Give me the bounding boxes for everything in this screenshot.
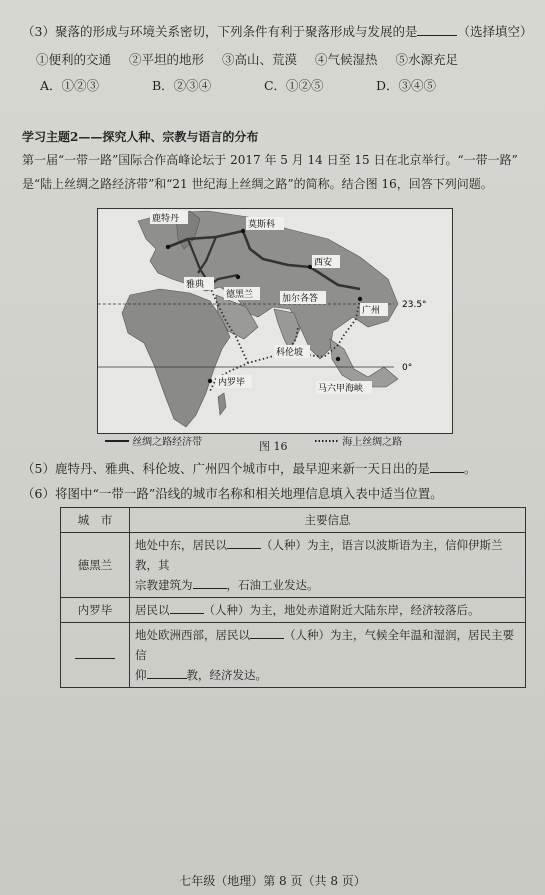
answer-blank[interactable] [170,602,204,614]
solid-line-icon [105,437,129,445]
legend-land-label: 丝绸之路经济带 [132,437,203,448]
label-equator: 0° [402,363,413,373]
q3-stem [22,22,533,40]
answer-blank[interactable] [227,537,261,549]
condition-2: ②平坦的地形 [129,52,205,67]
info-text: 宗教建筑为 [135,578,193,592]
topic2-heading: 学习主题2——探究人种、宗教与语言的分布 [22,130,259,144]
answer-blank[interactable] [147,667,187,679]
label-kolkata: 加尔各答 [282,294,319,304]
info-text: （人种）为主，地处赤道附近大陆东岸，经济较落后。 [203,603,480,617]
info-text: 仰 [135,668,147,682]
q3-stem-tail: （选择填空） [457,24,533,39]
page-footer: 七年级（地理）第 8 页（共 8 页） [179,874,366,888]
info-text: 地处欧洲西部，居民以 [135,628,250,642]
answer-blank[interactable] [417,24,457,36]
info-cell [130,533,526,598]
info-text: 地处中东，居民以 [135,538,227,552]
label-tropic: 23.5° [402,300,427,310]
belt-road-map [97,208,453,434]
header-city: 城 市 [61,508,130,533]
q3-stem-text: （3）聚落的形成与环境关系密切，下列条件有利于聚落形成与发展的是 [22,24,418,39]
label-colombo: 科伦坡 [276,348,304,358]
choice-c[interactable]: C．①②⑤ [263,78,324,93]
label-guangzhou: 广州 [362,306,381,316]
label-moscow: 莫斯科 [248,220,276,230]
label-nairobi: 内罗毕 [218,378,246,388]
city-cell: 德黑兰 [61,533,130,598]
q5-text: （5）鹿特丹、雅典、科伦坡、广州四个城市中，最早迎来新一天日出的是 [22,461,430,476]
info-text: 教，经济发达。 [186,668,267,682]
answer-blank[interactable] [250,627,284,639]
table-header-row [61,508,526,533]
q5 [22,459,533,477]
answer-blank[interactable] [430,461,464,473]
info-text: （人种）为主，语言以波斯语为主，信仰伊斯兰教，其 [135,538,503,572]
header-info: 主要信息 [130,508,526,533]
city-cell: 内罗毕 [61,598,130,623]
info-text: 居民以 [135,603,170,617]
q3-choices [40,76,533,94]
table-row [61,623,526,688]
info-text: （人种）为主，气候全年温和湿润，居民主要信 [135,628,514,662]
figure-16-caption: 图 16 [259,440,288,453]
table-row [61,598,526,623]
choice-d[interactable]: D．③④⑤ [375,78,436,93]
answer-blank[interactable] [75,647,115,659]
choice-a[interactable]: A．①②③ [40,78,100,93]
city-cell [61,623,130,688]
label-athens: 雅典 [186,280,205,290]
info-cell [130,598,526,623]
info-text: ，石油工业发达。 [226,578,319,592]
info-table [60,507,526,688]
q3-conditions [36,50,533,68]
label-rotterdam: 鹿特丹 [152,214,180,224]
legend-sea-label: 海上丝绸之路 [342,437,403,448]
condition-4: ④气候湿热 [315,52,378,67]
condition-5: ⑤水源充足 [395,52,459,67]
label-tehran: 德黑兰 [226,290,254,300]
condition-3: ③高山、荒漠 [222,52,298,67]
q6: （6）将图中“一带一路”沿线的城市名称和相关地理信息填入表中适当位置。 [22,486,443,501]
map-graphic [98,209,452,433]
label-xian: 西安 [314,258,333,268]
topic2-intro-line2: 是“陆上丝绸之路经济带”和“21 世纪海上丝绸之路”的简称。结合图 16，回答下列问题。 [22,177,493,191]
label-malacca: 马六甲海峡 [318,384,364,394]
choice-b[interactable]: B．②③④ [151,78,212,93]
table-row [61,533,526,598]
q5-tail: 。 [463,461,477,476]
condition-1: ①便利的交通 [36,52,112,67]
answer-blank[interactable] [193,577,227,589]
topic2-intro-line1: 第一届“一带一路”国际合作高峰论坛于 2017 年 5 月 14 日至 15 日在北京举行。“一带一路” [22,153,518,167]
info-cell [130,623,526,688]
